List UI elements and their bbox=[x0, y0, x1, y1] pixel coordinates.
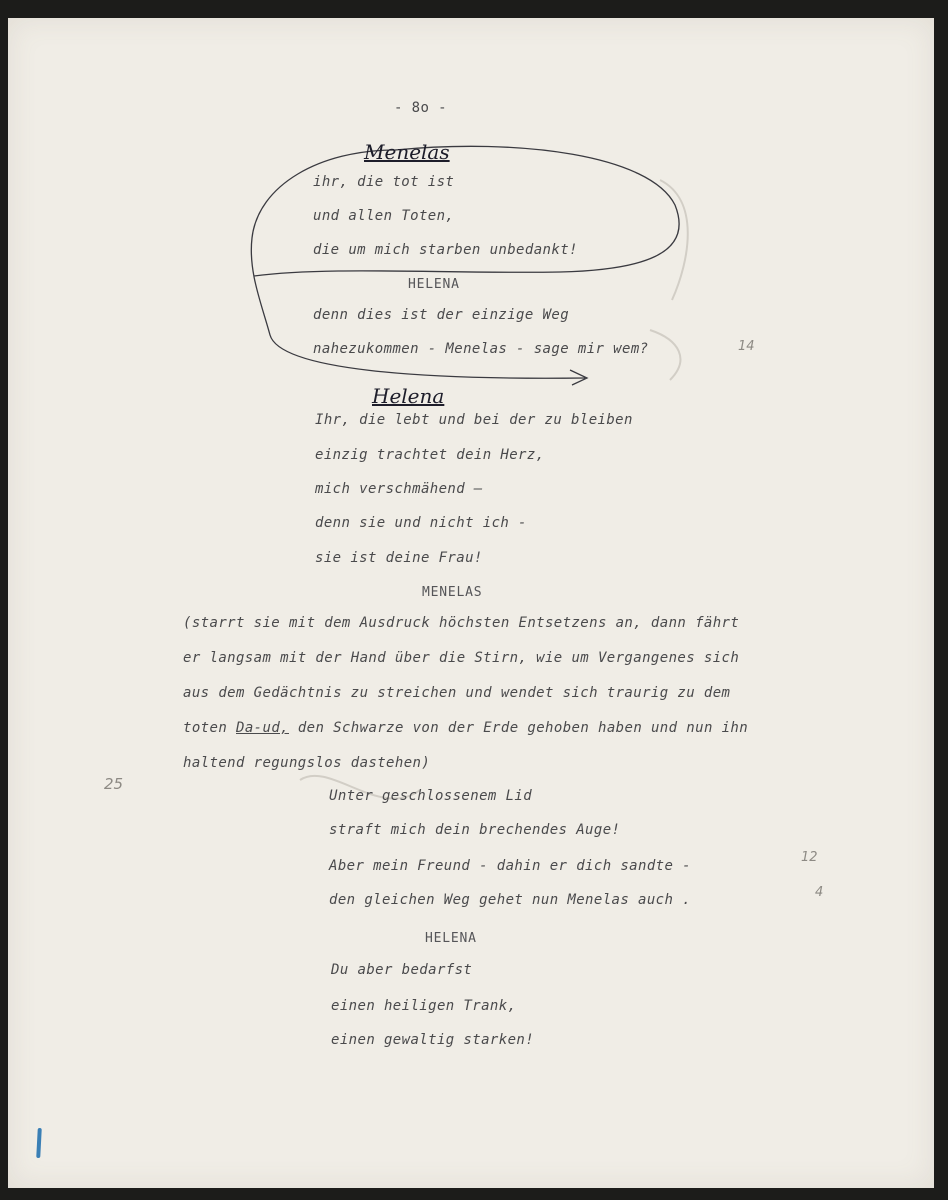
verse-line: einzig trachtet dein Herz, bbox=[315, 447, 545, 463]
margin-note: 4 bbox=[815, 885, 824, 900]
verse-line: die um mich starben unbedankt! bbox=[313, 242, 578, 258]
stage-direction-line bbox=[183, 720, 748, 736]
verse-line: Ihr, die lebt und bei der zu bleiben bbox=[315, 412, 633, 428]
verse-line: denn dies ist der einzige Weg bbox=[313, 307, 570, 323]
verse-line: Du aber bedarfst bbox=[331, 962, 473, 978]
speaker-handwritten-menelas: Menelas bbox=[364, 140, 450, 164]
verse-line: Unter geschlossenem Lid bbox=[329, 788, 533, 804]
stage-direction-line: er langsam mit der Hand über die Stirn, wie um Vergangenes sich bbox=[183, 650, 740, 666]
stage-direction-fragment: den Schwarze von der Erde gehoben haben und nun ihn bbox=[297, 720, 749, 736]
verse-line: den gleichen Weg gehet nun Menelas auch . bbox=[329, 892, 691, 908]
page-number: - 8o - bbox=[394, 100, 447, 116]
margin-note: 25 bbox=[104, 775, 124, 793]
stage-direction-line: (starrt sie mit dem Ausdruck höchsten Entsetzens an, dann fährt bbox=[183, 615, 740, 631]
speaker-helena: HELENA bbox=[425, 931, 477, 946]
stage-direction-line: aus dem Gedächtnis zu streichen und wendet sich traurig zu dem bbox=[183, 685, 731, 701]
verse-line: einen gewaltig starken! bbox=[331, 1032, 535, 1048]
speaker-helena: HELENA bbox=[408, 277, 460, 292]
verse-line: ihr, die tot ist bbox=[313, 174, 455, 190]
verse-line: straft mich dein brechendes Auge! bbox=[329, 822, 621, 838]
verse-line: Aber mein Freund - dahin er dich sandte - bbox=[329, 858, 691, 874]
speaker-handwritten-helena: Helena bbox=[372, 384, 445, 408]
underlined-name: Da-ud, bbox=[236, 720, 289, 736]
stage-direction-fragment: toten bbox=[183, 720, 228, 736]
verse-line: denn sie und nicht ich - bbox=[315, 515, 527, 531]
margin-note: 14 bbox=[738, 339, 755, 354]
speaker-menelas: MENELAS bbox=[422, 585, 483, 600]
verse-line: und allen Toten, bbox=[313, 208, 455, 224]
verse-line: sie ist deine Frau! bbox=[315, 550, 483, 566]
stage-direction-line: haltend regungslos dastehen) bbox=[183, 755, 431, 771]
verse-line: einen heiligen Trank, bbox=[331, 998, 517, 1014]
verse-line: mich verschmähend — bbox=[315, 481, 483, 497]
margin-note: 12 bbox=[801, 850, 818, 865]
verse-line: nahezukommen - Menelas - sage mir wem? bbox=[313, 341, 649, 357]
